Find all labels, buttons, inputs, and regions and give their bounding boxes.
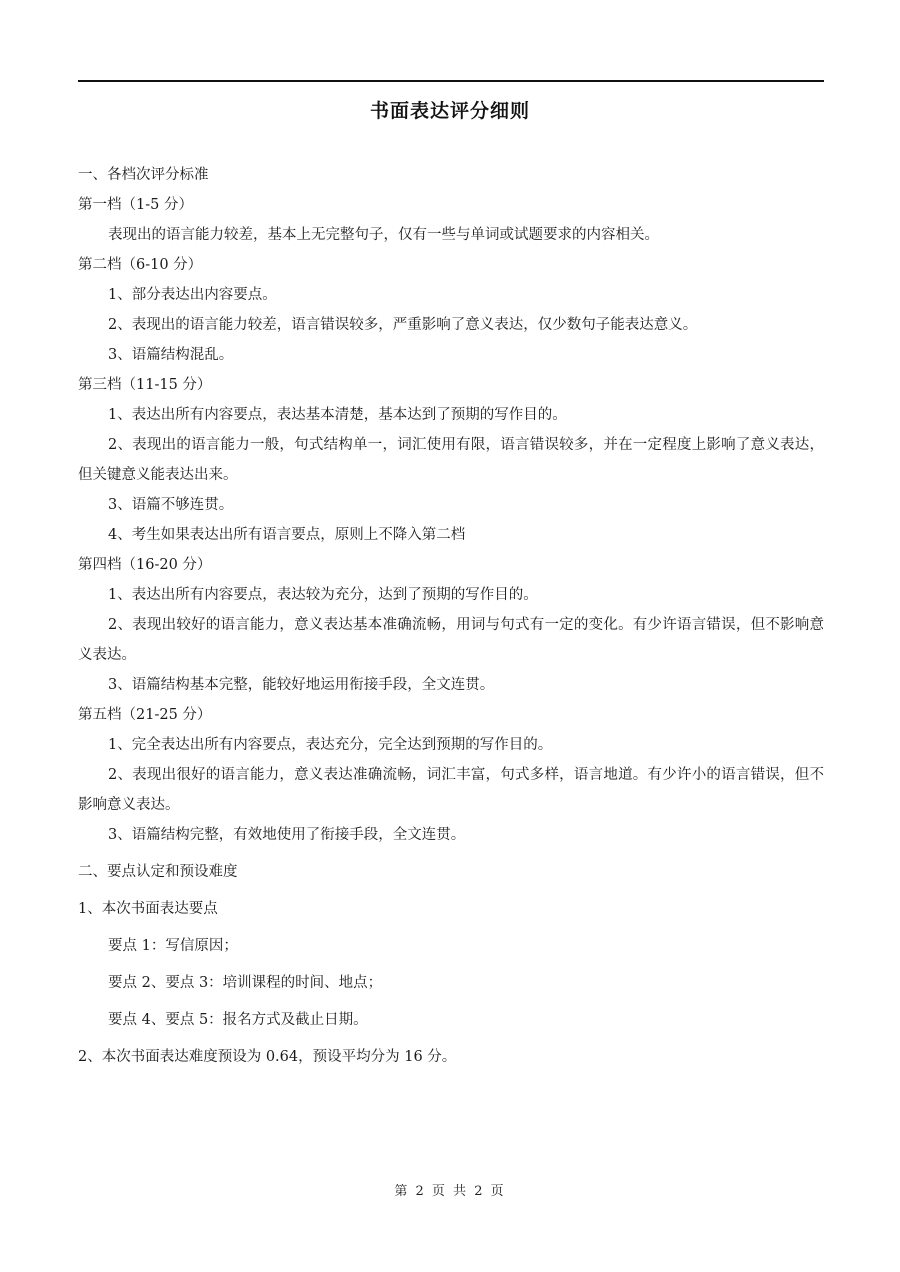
grade-2-label: 第二档（6-10 分） (78, 257, 203, 273)
grade-2-item-3: 3、语篇结构混乱。 (108, 347, 234, 363)
section2-heading: 二、要点认定和预设难度 (78, 864, 238, 880)
document-body (78, 165, 824, 1077)
section2-sub2: 2、本次书面表达难度预设为 0.64，预设平均分为 16 分。 (78, 1049, 457, 1065)
grade-3-item-1: 1、表达出所有内容要点，表达基本清楚，基本达到了预期的写作目的。 (108, 407, 567, 423)
page-title: 书面表达评分细则 (369, 100, 530, 122)
section2-sub1: 1、本次书面表达要点 (78, 901, 218, 917)
grade-4-item-3: 3、语篇结构基本完整，能较好地运用衔接手段，全文连贯。 (108, 677, 495, 693)
grade-5-item-1: 1、完全表达出所有内容要点，表达充分，完全达到预期的写作目的。 (108, 737, 553, 753)
top-rule (78, 80, 824, 82)
grade-5-label: 第五档（21-25 分） (78, 707, 212, 723)
grade-2-item-1: 1、部分表达出内容要点。 (108, 287, 277, 303)
keypoint-2-3: 要点 2、要点 3：培训课程的时间、地点； (108, 975, 383, 991)
grade-2-item-2: 2、表现出的语言能力较差，语言错误较多，严重影响了意义表达，仅少数句子能表达意义。 (108, 317, 698, 333)
grade-1-item-1: 表现出的语言能力较差，基本上无完整句子，仅有一些与单词或试题要求的内容相关。 (108, 227, 659, 243)
keypoint-4-5: 要点 4、要点 5：报名方式及截止日期。 (108, 1012, 368, 1028)
keypoint-1: 要点 1：写信原因； (108, 938, 238, 954)
grade-3-item-2: 2、表现出的语言能力一般，句式结构单一，词汇使用有限，语言错误较多，并在一定程度上影响了意义表达，但关键意义能表达出来。 (78, 437, 824, 483)
grade-5-item-3: 3、语篇结构完整，有效地使用了衔接手段，全文连贯。 (108, 827, 466, 843)
grade-4-item-1: 1、表达出所有内容要点，表达较为充分，达到了预期的写作目的。 (108, 587, 538, 603)
grade-4-label: 第四档（16-20 分） (78, 557, 212, 573)
section1-heading: 一、各档次评分标准 (78, 167, 209, 183)
grade-1-label: 第一档（1-5 分） (78, 197, 193, 213)
grade-3-item-3: 3、语篇不够连贯。 (108, 497, 234, 513)
grade-5-item-2: 2、表现出很好的语言能力，意义表达准确流畅，词汇丰富，句式多样，语言地道。有少许小的语言错误，但不影响意义表达。 (78, 767, 824, 813)
grade-4-item-2: 2、表现出较好的语言能力，意义表达基本准确流畅，用词与句式有一定的变化。有少许语言错误，但不影响意义表达。 (78, 617, 824, 663)
grade-3-item-4: 4、考生如果表达出所有语言要点，原则上不降入第二档 (108, 527, 466, 543)
page-number-footer: 第 2 页 共 2 页 (394, 1184, 506, 1199)
grade-3-label: 第三档（11-15 分） (78, 377, 212, 393)
